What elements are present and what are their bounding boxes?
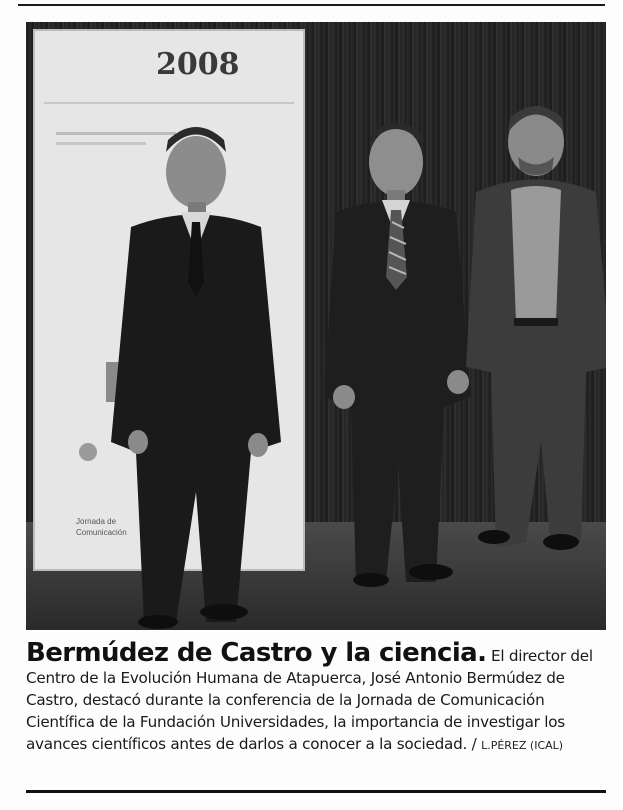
banner-small-text-1: Jornada de — [76, 517, 117, 526]
caption-body: El director del Centro de la Evolución Humana de Atapuerca, José Antonio Bermúdez de Castro, destacó durante la conferencia de la Jornada de Comunicación Científica de la Fundación Universidades, la importancia de investigar los avances científicos antes de darlos a conocer a la sociedad. — [26, 647, 593, 753]
caption-headline: Bermúdez de Castro y la ciencia. — [26, 638, 487, 668]
banner-logo-icon — [79, 443, 97, 461]
photo-illustration — [26, 22, 606, 630]
photo-caption — [26, 638, 598, 757]
banner-small-text-2: Comunicación — [76, 528, 127, 537]
top-rule — [18, 4, 605, 6]
bottom-rule — [26, 790, 606, 793]
credit-separator: / — [471, 735, 477, 753]
news-photo — [26, 22, 606, 630]
banner-year: 2008 — [156, 47, 240, 82]
photo-credit: L.PÉREZ (ICAL) — [481, 739, 564, 752]
